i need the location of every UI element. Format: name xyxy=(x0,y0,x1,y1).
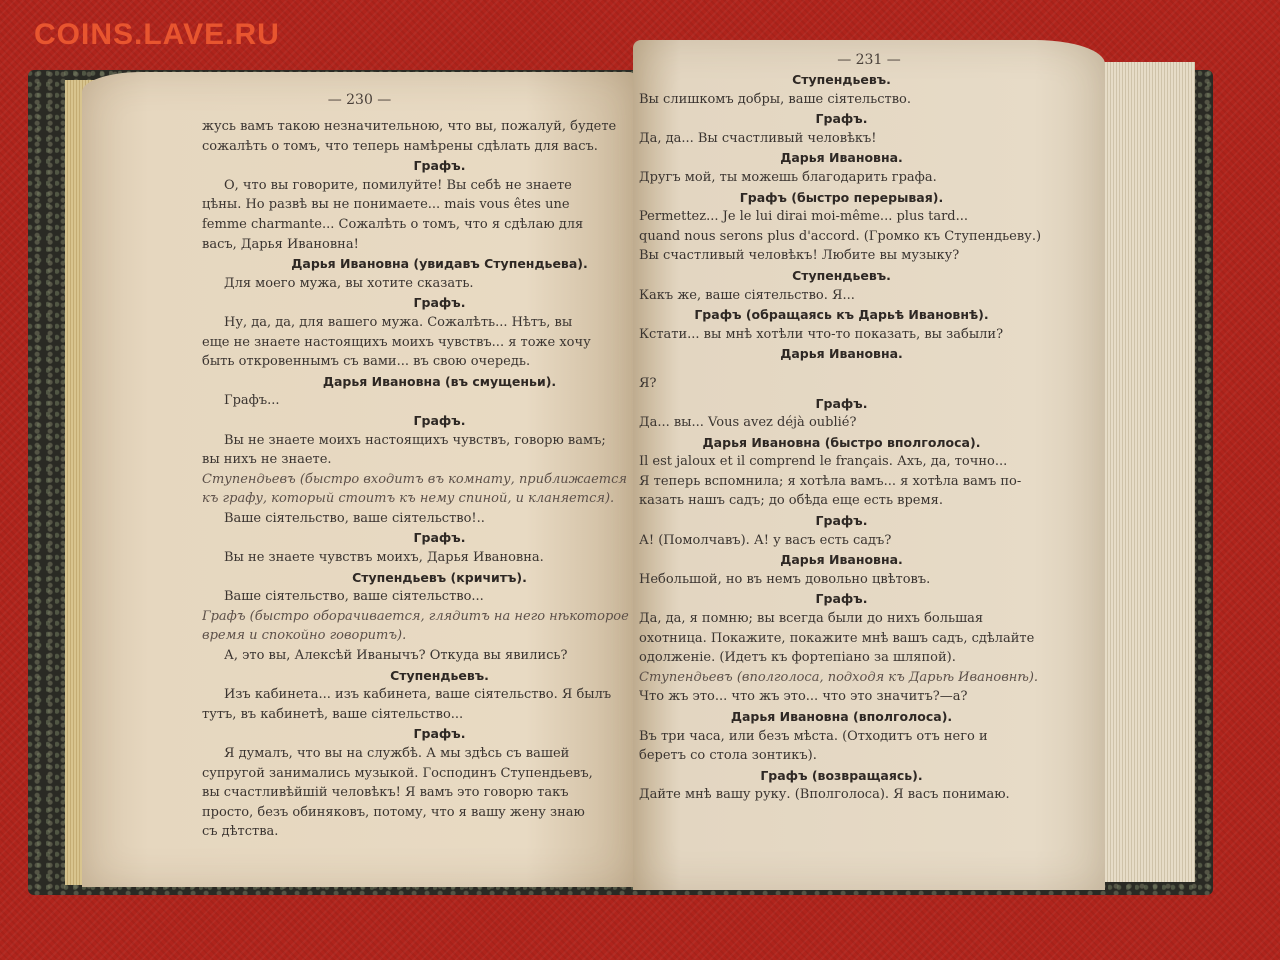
speaker-line: Графъ (обращаясь къ Дарьѣ Ивановнѣ). xyxy=(694,307,989,323)
stage-direction-line: Ступендьевъ (быстро входитъ въ комнату, приближается xyxy=(202,471,628,487)
text-line: Вы слишкомъ добры, ваше сіятельство. xyxy=(639,91,911,107)
text-line: Вы счастливый человѣкъ! Любите вы музыку? xyxy=(639,248,960,264)
page-edges-right xyxy=(1090,62,1195,882)
text-line: просто, безъ обиняковъ, потому, что я вашу жену знаю xyxy=(202,804,585,820)
text-line: А! (Помолчавъ). А! у васъ есть садъ? xyxy=(639,532,892,548)
speaker-line: Графъ. xyxy=(413,295,466,311)
text-line: Да... вы... Vous avez déjà oublié? xyxy=(639,415,857,431)
text-line: Дайте мнѣ вашу руку. (Вполголоса). Я васъ понимаю. xyxy=(639,787,1010,803)
text-line: Да, да, я помню; вы всегда были до нихъ большая xyxy=(639,611,984,627)
text-line: быть откровеннымъ съ вами... въ свою очередь. xyxy=(202,354,531,370)
text-line: Il est jaloux et il comprend le français. Ахъ, да, точно... xyxy=(639,454,1008,470)
text-line: Въ три часа, или безъ мѣста. (Отходитъ отъ него и xyxy=(639,728,988,744)
text-line: Ваше сіятельство, ваше сіятельство... xyxy=(224,589,484,605)
speaker-line: Графъ. xyxy=(815,111,868,127)
text-line: охотница. Покажите, покажите мнѣ вашъ садъ, сдѣлайте xyxy=(639,630,1035,646)
text-line: Ваше сіятельство, ваше сіятельство!.. xyxy=(224,510,485,526)
text-line: Что жъ это... что жъ это... что это значитъ?—а? xyxy=(639,689,968,705)
text-line: вы нихъ не знаете. xyxy=(202,452,332,468)
speaker-line: Графъ. xyxy=(815,513,868,529)
text-line: Небольшой, но въ немъ довольно цвѣтовъ. xyxy=(639,571,931,587)
speaker-line: Дарья Ивановна. xyxy=(780,346,903,362)
text-line: О, что вы говорите, помилуйте! Вы себѣ не знаете xyxy=(224,177,572,193)
text-line: quand nous serons plus d'accord. (Громко къ Ступендьеву.) xyxy=(639,228,1042,244)
text-line: Ну, да, да, для вашего мужа. Сожалѣть... Нѣтъ, вы xyxy=(224,314,573,330)
right-page xyxy=(633,40,1105,890)
text-line: Permettez... Je le lui dirai moi-même... plus tard... xyxy=(639,209,969,225)
text-line: Для моего мужа, вы хотите сказать. xyxy=(224,275,474,291)
text-line: тутъ, въ кабинетѣ, ваше сіятельство... xyxy=(202,706,464,722)
text-line: Вы не знаете чувствъ моихъ, Дарья Ивановна. xyxy=(224,550,544,566)
text-line: цѣны. Но развѣ вы не понимаете... mais vous êtes une xyxy=(202,197,570,213)
text-line: Я думалъ, что вы на службѣ. А мы здѣсь съ вашей xyxy=(224,746,570,761)
speaker-line: Ступендьевъ (кричитъ). xyxy=(352,569,527,585)
page-number: — 231 — xyxy=(837,52,901,68)
page-number: — 230 — xyxy=(327,92,392,108)
text-line: Изъ кабинета... изъ кабинета, ваше сіятельство. Я былъ xyxy=(224,687,612,703)
stage-direction-line: Графъ (быстро оборачивается, глядитъ на него нѣкоторое xyxy=(202,608,629,624)
speaker-line: Графъ. xyxy=(413,158,466,174)
speaker-line: Дарья Ивановна (вполголоса). xyxy=(730,709,953,724)
text-line: жусь вамъ такою незначительною, что вы, пожалуй, будете xyxy=(202,119,617,134)
text-line: Я теперь вспомнила; я хотѣла вамъ... я хотѣла вамъ по- xyxy=(639,473,1022,489)
text-line: Я? xyxy=(639,375,657,391)
stage-direction-line: къ графу, который стоитъ къ нему спиной, и кланяется). xyxy=(202,491,615,507)
text-line: Другъ мой, ты можешь благодарить графа. xyxy=(639,169,937,185)
line-gap xyxy=(639,364,1044,374)
text-line: супругой занимались музыкой. Господинъ Ступендьевъ, xyxy=(202,765,593,781)
text-line: вы счастливѣйшій человѣкъ! Я вамъ это говорю такъ xyxy=(202,785,569,801)
text-line: Графъ... xyxy=(224,393,280,409)
text-line: беретъ со стола зонтикъ). xyxy=(639,748,817,764)
speaker-line: Графъ. xyxy=(413,726,466,742)
left-page xyxy=(82,72,637,887)
text-line: одолженіе. (Идетъ къ фортепіано за шляпой). xyxy=(639,650,956,666)
text-line: Вы не знаете моихъ настоящихъ чувствъ, говорю вамъ; xyxy=(224,432,606,448)
speaker-line: Дарья Ивановна. xyxy=(780,552,903,568)
speaker-line: Графъ (возвращаясь). xyxy=(760,767,923,783)
speaker-line: Графъ. xyxy=(413,412,466,428)
speaker-line: Графъ. xyxy=(815,591,868,607)
text-line: еще не знаете настоящихъ моихъ чувствъ... я тоже хочу xyxy=(202,334,591,350)
speaker-line: Дарья Ивановна (въ смущеньи). xyxy=(322,373,557,389)
watermark-text: COINS.LAVE.RU xyxy=(34,18,280,51)
text-line: femme charmante... Сожалѣть о томъ, что я сдѣлаю для xyxy=(202,216,584,232)
text-line: васъ, Дарья Ивановна! xyxy=(202,236,359,252)
text-line: А, это вы, Алексѣй Иванычъ? Откуда вы явились? xyxy=(224,648,568,664)
speaker-line: Графъ. xyxy=(815,395,868,411)
text-line: Кстати... вы мнѣ хотѣли что-то показать, вы забыли? xyxy=(639,326,1004,342)
stage-direction-line: Ступендьевъ (вполголоса, подходя къ Дарьѣ Ивановнѣ). xyxy=(639,669,1039,685)
speaker-line: Графъ (быстро перерывая). xyxy=(739,189,944,205)
speaker-line: Дарья Ивановна (увидавъ Ступендьева). xyxy=(291,256,588,272)
text-line: казать нашъ садъ; до обѣда еще есть время. xyxy=(639,493,943,509)
speaker-line: Графъ. xyxy=(413,530,466,546)
stage-direction-line: время и спокойно говоритъ). xyxy=(202,628,407,644)
text-line: съ дѣтства. xyxy=(202,824,279,840)
text-line: Да, да... Вы счастливый человѣкъ! xyxy=(639,130,877,146)
text-line: Какъ же, ваше сіятельство. Я... xyxy=(639,287,855,303)
speaker-line: Ступендьевъ. xyxy=(792,72,891,87)
speaker-line: Дарья Ивановна (быстро вполголоса). xyxy=(702,434,981,450)
speaker-line: Ступендьевъ. xyxy=(792,267,891,283)
speaker-line: Ступендьевъ. xyxy=(390,667,489,683)
left-page-text xyxy=(202,117,677,842)
text-line: сожалѣть о томъ, что теперь намѣрены сдѣлать для васъ. xyxy=(202,138,598,154)
speaker-line: Дарья Ивановна. xyxy=(780,150,903,166)
right-page-text xyxy=(639,70,1044,805)
